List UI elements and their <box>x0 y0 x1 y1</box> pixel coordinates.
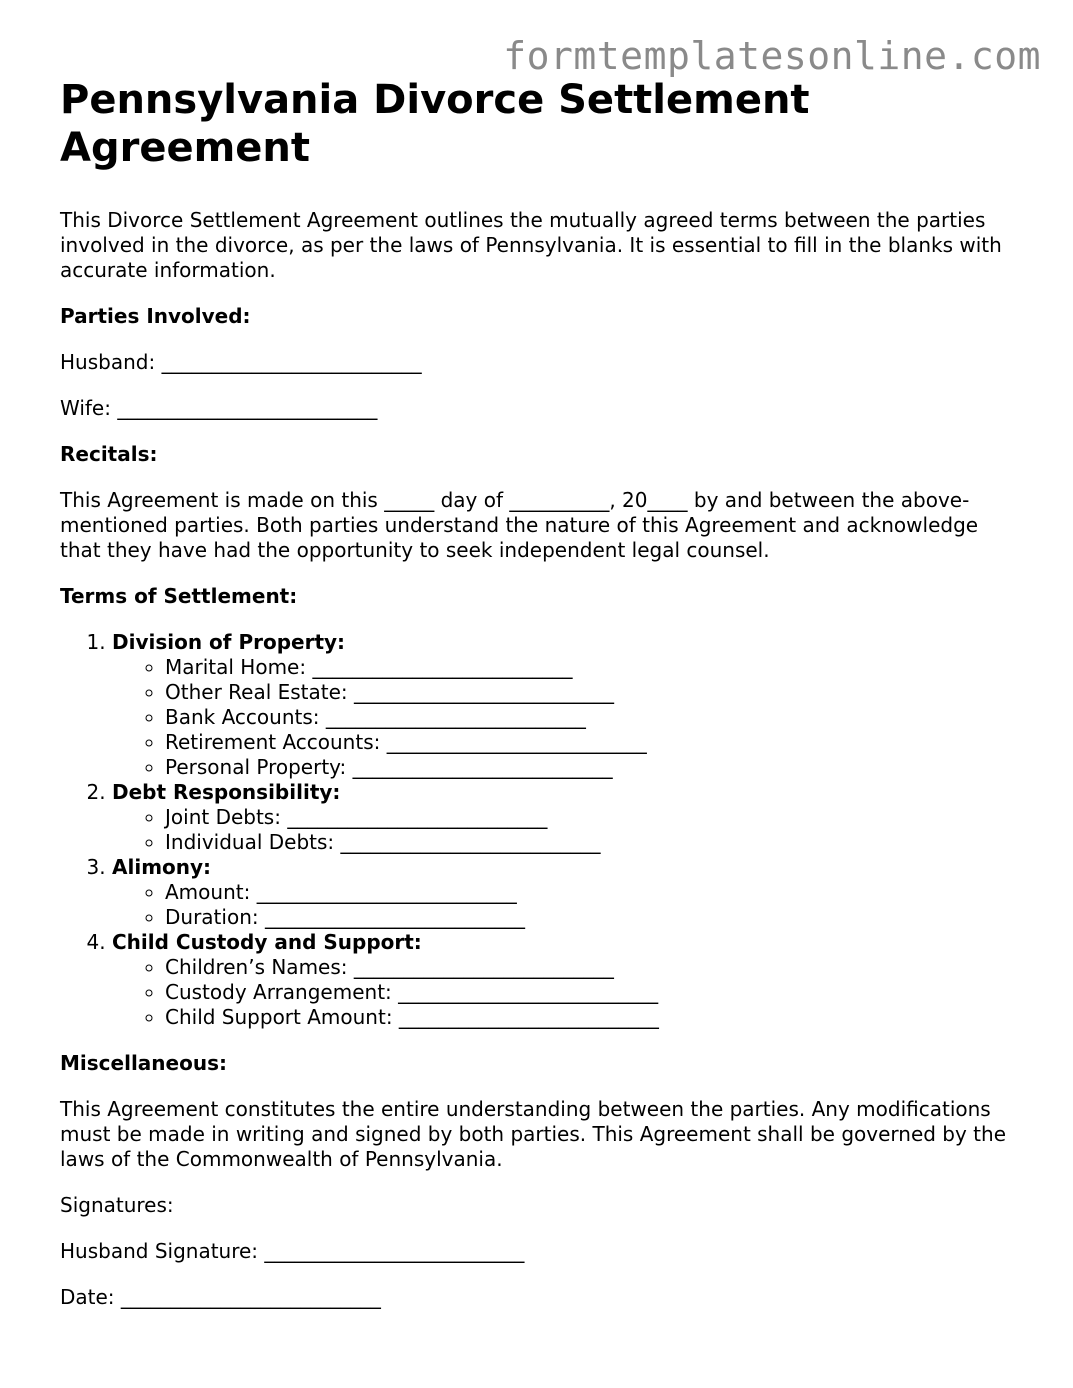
term-sub-list <box>112 955 1020 1030</box>
intro-paragraph: This Divorce Settlement Agreement outlines the mutually agreed terms between the parties involved in the divorce, as per the laws of Pennsylvania. It is essential to fill in the blanks with accurate information. <box>60 208 1002 282</box>
term-field-blank[interactable]: __________________________ <box>340 830 601 854</box>
term-section-title: Division of Property: <box>112 630 346 654</box>
term-field[interactable] <box>165 730 1020 755</box>
term-field[interactable] <box>165 755 1020 780</box>
signatures-heading: Signatures: <box>60 1193 174 1217</box>
term-field-blank[interactable]: __________________________ <box>325 705 586 729</box>
term-field-label: Joint Debts: <box>165 805 281 829</box>
term-field-label: Custody Arrangement: <box>165 980 392 1004</box>
parties-heading: Parties Involved: <box>60 304 251 328</box>
husband-signature-field[interactable] <box>60 1239 1020 1264</box>
term-field-blank[interactable]: __________________________ <box>352 755 613 779</box>
term-field-label: Amount: <box>165 880 251 904</box>
term-field[interactable] <box>165 880 1020 905</box>
term-field-blank[interactable]: __________________________ <box>287 805 548 829</box>
term-section <box>112 930 1020 1030</box>
term-field[interactable] <box>165 655 1020 680</box>
husband-blank[interactable]: __________________________ <box>161 350 422 374</box>
term-field-label: Individual Debts: <box>165 830 335 854</box>
term-field-blank[interactable]: __________________________ <box>386 730 647 754</box>
term-field[interactable] <box>165 830 1020 855</box>
date-blank[interactable]: __________________________ <box>120 1285 381 1309</box>
term-field-blank[interactable]: __________________________ <box>398 1005 659 1029</box>
term-field-label: Other Real Estate: <box>165 680 348 704</box>
term-sub-list <box>112 880 1020 930</box>
term-field-blank[interactable]: __________________________ <box>264 905 525 929</box>
term-section <box>112 855 1020 930</box>
recitals-heading: Recitals: <box>60 442 158 466</box>
misc-heading: Miscellaneous: <box>60 1051 227 1075</box>
term-field-label: Retirement Accounts: <box>165 730 381 754</box>
term-field-blank[interactable]: __________________________ <box>354 680 615 704</box>
term-sub-list <box>112 805 1020 855</box>
term-section-title: Child Custody and Support: <box>112 930 422 954</box>
term-field[interactable] <box>165 905 1020 930</box>
term-field-blank[interactable]: __________________________ <box>312 655 573 679</box>
recitals-paragraph: This Agreement is made on this _____ day of __________, 20____ by and between the above-mentioned parties. Both parties understand the nature of this Agreement and acknowledge that they have had the opportunity to seek independent legal counsel. <box>60 488 979 562</box>
husband-signature-label: Husband Signature: <box>60 1239 259 1263</box>
wife-field[interactable] <box>60 396 1020 421</box>
term-field[interactable] <box>165 1005 1020 1030</box>
term-section-title: Alimony: <box>112 855 212 879</box>
term-field-label: Child Support Amount: <box>165 1005 393 1029</box>
husband-field[interactable] <box>60 350 1020 375</box>
document-page <box>60 76 1020 1310</box>
watermark: formtemplatesonline.com <box>503 34 1041 78</box>
wife-label: Wife: <box>60 396 111 420</box>
husband-signature-blank[interactable]: __________________________ <box>264 1239 525 1263</box>
date-field[interactable] <box>60 1285 1020 1310</box>
terms-heading: Terms of Settlement: <box>60 584 298 608</box>
term-field[interactable] <box>165 805 1020 830</box>
wife-blank[interactable]: __________________________ <box>117 396 378 420</box>
term-section-title: Debt Responsibility: <box>112 780 341 804</box>
term-field-label: Marital Home: <box>165 655 307 679</box>
document-title: Pennsylvania Divorce Settlement Agreement <box>60 77 810 171</box>
term-section <box>112 780 1020 855</box>
term-field-label: Duration: <box>165 905 259 929</box>
term-field-label: Personal Property: <box>165 755 347 779</box>
term-field-label: Bank Accounts: <box>165 705 320 729</box>
term-field[interactable] <box>165 955 1020 980</box>
term-field-label: Children’s Names: <box>165 955 348 979</box>
misc-paragraph: This Agreement constitutes the entire understanding between the parties. Any modifications must be made in writing and signed by both parties. This Agreement shall be governed by the laws of the Commonwealth of Pennsylvania. <box>60 1097 1007 1171</box>
date-label: Date: <box>60 1285 115 1309</box>
term-field-blank[interactable]: __________________________ <box>398 980 659 1004</box>
term-sub-list <box>112 655 1020 780</box>
term-field-blank[interactable]: __________________________ <box>256 880 517 904</box>
term-field-blank[interactable]: __________________________ <box>353 955 614 979</box>
terms-list <box>60 630 1020 1030</box>
term-field[interactable] <box>165 680 1020 705</box>
term-field[interactable] <box>165 705 1020 730</box>
term-section <box>112 630 1020 780</box>
term-field[interactable] <box>165 980 1020 1005</box>
husband-label: Husband: <box>60 350 156 374</box>
